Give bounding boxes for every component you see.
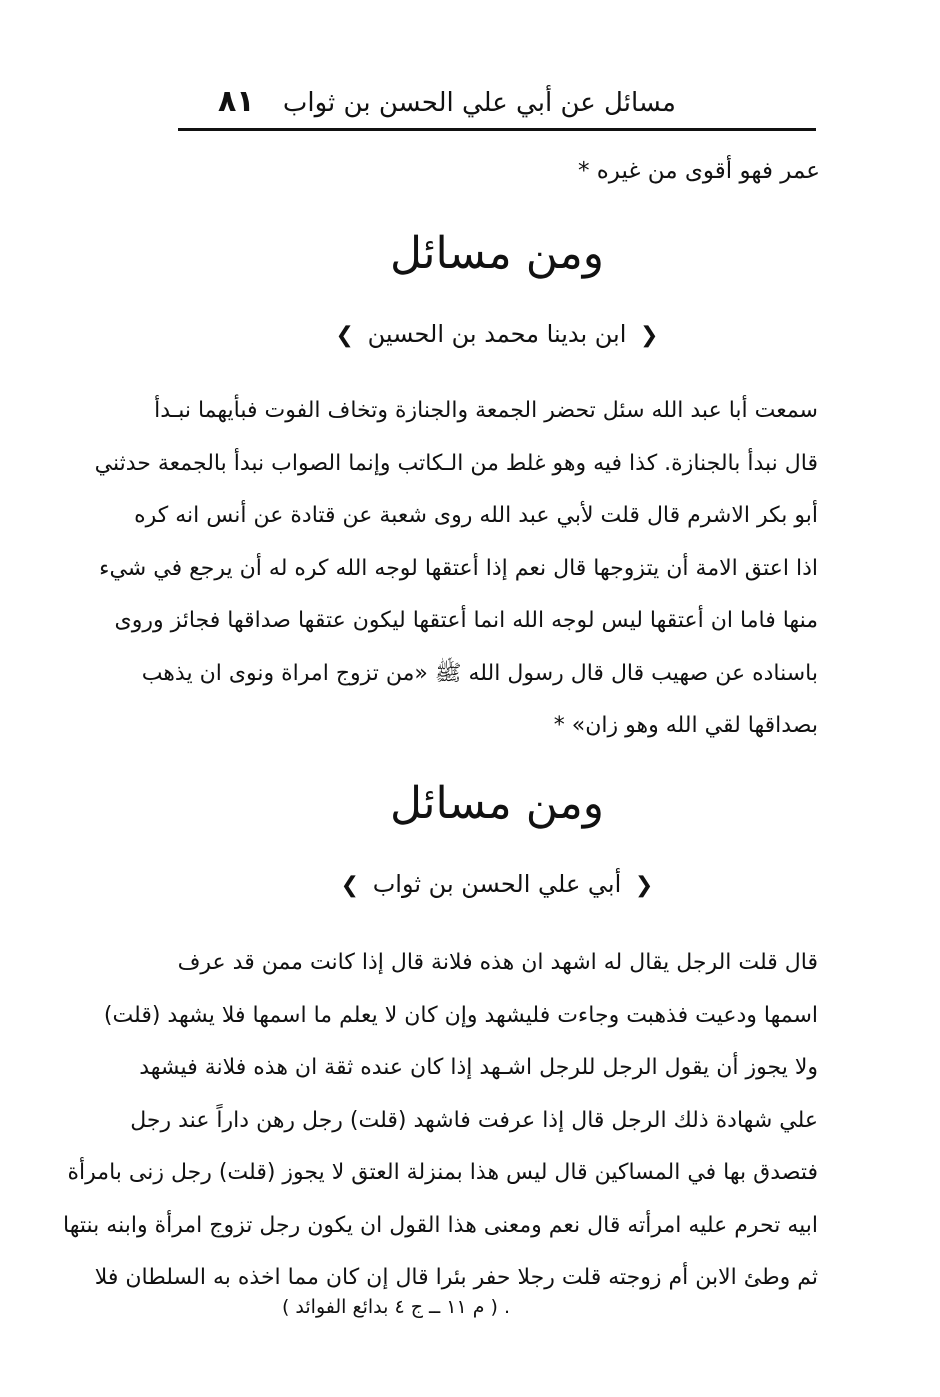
text-line: علي شهادة ذلك الرجل قال إذا عرفت فاشهد (قلت) رجل رهن داراً عند رجل bbox=[130, 1107, 818, 1133]
text-line: اذا اعتق الامة أن يتزوجها قال نعم إذا أعتقها لوجه الله كره له أن يرجع في شيء bbox=[99, 555, 818, 581]
ornament-left-icon: ❮ bbox=[640, 323, 659, 348]
text-line: ولا يجوز أن يقول الرجل للرجل اشـهد إذا كان عنده ثقة ان هذه فلانة فيشهد bbox=[139, 1055, 818, 1080]
section-subheading-1 bbox=[178, 320, 816, 348]
text-line: قال نبدأ بالجنازة. كذا فيه وهو غلط من الـكاتب وإنما الصواب نبدأ بالجمعة حدثني bbox=[94, 450, 818, 476]
section-subheading-2 bbox=[178, 870, 816, 898]
running-title: مسائل عن أبي علي الحسن بن ثواب bbox=[282, 88, 676, 118]
text-line: باسناده عن صهيب قال قال رسول الله ﷺ «من تزوج امراة ونوى ان يذهب bbox=[141, 660, 818, 686]
text-line: قال قلت الرجل يقال له اشهد ان هذه فلانة قال إذا كانت ممن قد عرف bbox=[177, 950, 818, 975]
page-number: ٨١ bbox=[218, 84, 255, 119]
ornament-right-icon: ❯ bbox=[335, 323, 354, 348]
section-2-paragraph bbox=[63, 937, 818, 1305]
text-line: سمعت أبا عبد الله سئل تحضر الجمعة والجنازة وتخاف الفوت فبأيهما نبـدأ bbox=[154, 398, 818, 423]
ornament-left-icon: ❮ bbox=[634, 873, 654, 898]
text-line: ابيه تحرم عليه امرأته قال نعم ومعنى هذا القول ان يكون رجل تزوج امرأة وابنه بنتها bbox=[63, 1212, 818, 1238]
text-line: أبو بكر الاشرم قال قلت لأبي عبد الله روى شعبة عن قتادة عن أنس انه كره bbox=[134, 503, 818, 528]
carry-over-line: عمر فهو أقوى من غيره * bbox=[577, 158, 820, 184]
text-line: فتصدق بها في المساكين قال ليس هذا بمنزلة العتق لا يجوز (قلت) رجل زنى بامرأة bbox=[67, 1160, 818, 1185]
text-line: بصداقها لقي الله وهو زان» * bbox=[553, 713, 818, 738]
text-line: ثم وطئ الابن أم زوجته قلت رجلا حفر بئرا قال إن كان مما اخذه به السلطان فلا bbox=[94, 1265, 818, 1290]
footer-signature-note: . ( م ١١ ــ ج ٤ بدائع الفوائد ) bbox=[281, 1296, 510, 1318]
section-heading-1: ومن مسائل bbox=[389, 228, 605, 279]
subheading-text: أبي علي الحسن بن ثواب bbox=[372, 870, 622, 898]
text-line: اسمها ودعيت فذهبت وجاءت فليشهد وإن كان لا يعلم ما اسمها فلا يشهد (قلت) bbox=[103, 1002, 818, 1028]
subheading-text: ابن بدينا محمد بن الحسين bbox=[367, 320, 627, 348]
section-1-paragraph bbox=[94, 385, 818, 753]
page-header bbox=[178, 78, 816, 131]
text-line: منها فاما ان أعتقها ليس لوجه الله انما أعتقها ليكون عتقها صداقها فجائز وروى bbox=[114, 608, 818, 633]
section-heading-2: ومن مسائل bbox=[389, 778, 605, 829]
ornament-right-icon: ❯ bbox=[340, 873, 360, 898]
